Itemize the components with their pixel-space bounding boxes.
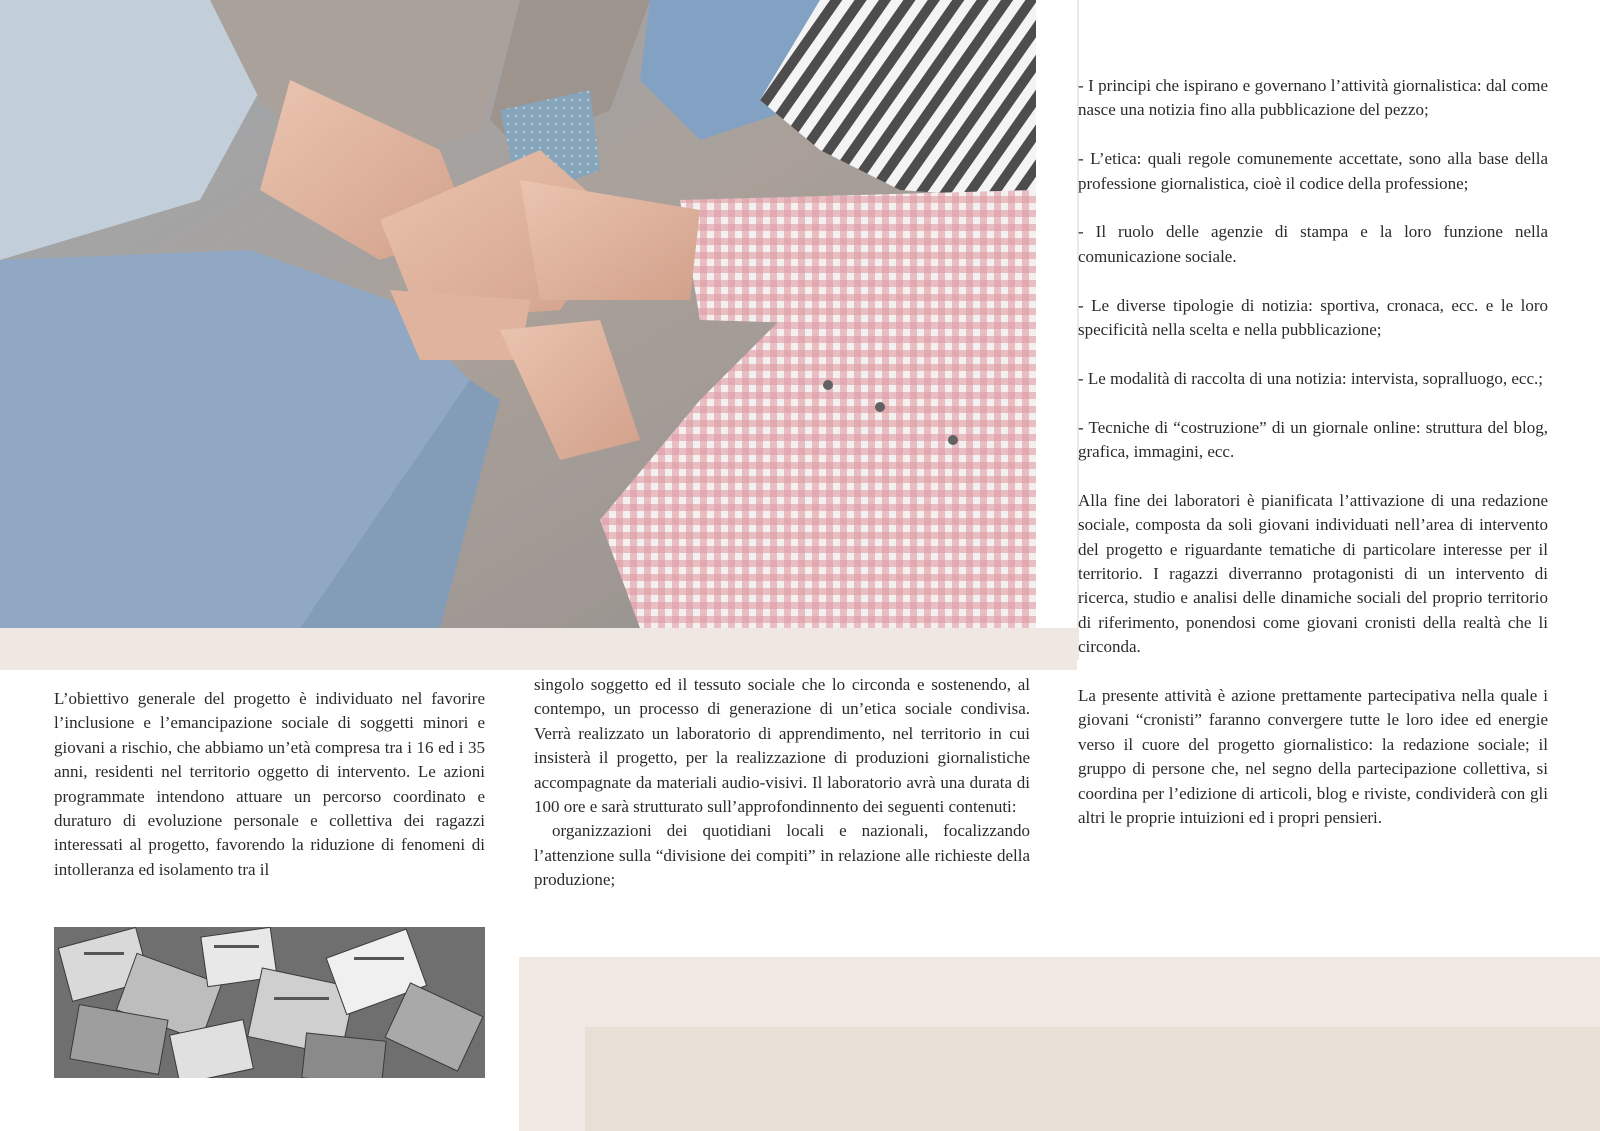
newspapers-photo	[54, 927, 485, 1078]
middle-paragraph-2: organizzazioni dei quotidiani locali e nazionali, focalizzando l’attenzione sulla “divisione dei compiti” in relazione alle richieste della produzione;	[534, 821, 1030, 890]
beige-band-inner	[585, 1027, 1600, 1131]
list-item: - Le diverse tipologie di notizia: sportiva, cronaca, ecc. e le loro specificità nella scelta e nella pubblicazione;	[1078, 295, 1548, 340]
list-item: - Tecniche di “costruzione” di un giornale online: struttura del blog, grafica, immagini, ecc.	[1078, 417, 1548, 462]
list-item: - Le modalità di raccolta di una notizia: intervista, sopralluogo, ecc.;	[1078, 368, 1543, 388]
left-paragraph: L’obiettivo generale del progetto è individuato nel favorire l’inclusione e l’emancipazione sociale di soggetti minori e giovani a rischio, che abbiamo un’età compresa tra i 16 ed i 35 anni, residenti nel territorio oggetto di intervento. Le azioni programmate intendono attuare un percorso coordinato e duraturo di evoluzione personale e collettiva dei ragazzi interessati al progetto, favorendo la riduzione di fenomeni di intolleranza ed isolamento tra il	[54, 689, 485, 879]
left-text-column	[54, 687, 485, 882]
middle-paragraph-1: singolo soggetto ed il tessuto sociale che lo circonda e sostenendo, al contempo, un processo di generazione di un’etica sociale condivisa. Verrà realizzato un laboratorio di apprendimento, nel territorio in cui insisterà il progetto, per la realizzazione di produzioni giornalistiche accompagnate da materiali audio-visivi. Il laboratorio avrà una durata di 100 ore e sarà strutturato sull’approfondinnento dei seguenti contenuti:	[534, 675, 1030, 817]
hero-photo-hands	[0, 0, 1036, 628]
list-item: - I principi che ispirano e governano l’attività giornalistica: dal come nasce una notizia fino alla pubblicazione del pezzo;	[1078, 76, 1548, 120]
right-text-column	[1078, 74, 1548, 830]
list-item: - Il ruolo delle agenzie di stampa e la loro funzione nella comunicazione sociale.	[1078, 222, 1548, 266]
middle-text-column	[534, 673, 1030, 893]
right-paragraph-1: Alla fine dei laboratori è pianificata l’attivazione di una redazione sociale, composta da soli giovani individuati nell’area di intervento del progetto e riguardante tematiche di particolare interesse per il territorio. I ragazzi diverranno protagonisti di un intervento di ricerca, studio e analisi delle dinamiche sociali del proprio territorio di riferimento, ponendosi come giovani cronisti della realtà che li circonda.	[1078, 490, 1548, 657]
list-item: - L’etica: quali regole comunemente accettate, sono alla base della professione giornalistica, cioè il codice della professione;	[1078, 149, 1548, 193]
right-paragraph-2: La presente attività è azione prettamente partecipativa nella quale i giovani “cronisti” faranno convergere tutte le loro idee ed energie verso il cuore del progetto giornalistico: la redazione sociale; il gruppo di persone che, nel segno della partecipazione collettiva, si coordina per l’edizione di articoli, blog e riviste, condividerà con gli altri le proprie intuizioni ed i propri pensieri.	[1078, 686, 1548, 828]
beige-band-top	[0, 628, 1077, 670]
